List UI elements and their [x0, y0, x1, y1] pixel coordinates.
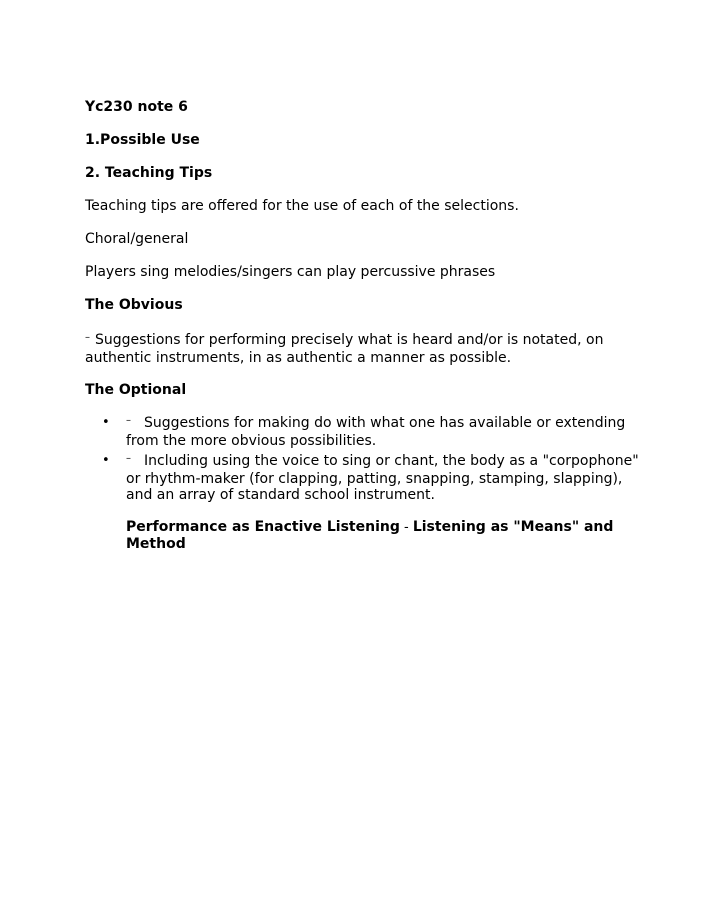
document-page — [85, 99, 640, 566]
document-title: Yc230 note 6 — [85, 99, 188, 115]
dash-marker: – — [126, 415, 131, 426]
intro-paragraph: Teaching tips are offered for the use of each of the selections. — [85, 198, 519, 214]
heading-possible-use: 1.Possible Use — [85, 132, 200, 148]
list-item — [85, 415, 640, 449]
section-subheading — [85, 519, 640, 552]
list-item-text: Suggestions for making do with what one has available or extending from the more obvious possibilities. — [126, 415, 626, 449]
subheading-separator: - — [399, 520, 413, 535]
obvious-paragraph — [85, 332, 640, 366]
subheading-part1: Performance as Enactive Listening — [126, 519, 400, 535]
subheading-part2: Listening as "Means" and Method — [126, 519, 614, 552]
category-paragraph: Choral/general — [85, 231, 189, 247]
players-paragraph: Players sing melodies/singers can play percussive phrases — [85, 264, 496, 280]
obvious-text: Suggestions for performing precisely what is heard and/or is notated, on authentic instruments, in as authentic a manner as possible. — [85, 332, 604, 366]
bullet-marker: • — [102, 453, 110, 468]
dash-marker: – — [126, 453, 131, 464]
bullet-marker: • — [102, 415, 110, 430]
dash-marker: – — [85, 332, 90, 343]
heading-teaching-tips: 2. Teaching Tips — [85, 165, 213, 181]
heading-the-optional: The Optional — [85, 382, 187, 398]
heading-the-obvious: The Obvious — [85, 297, 183, 313]
list-item-text: Including using the voice to sing or chant, the body as a "corpophone" or rhythm-maker (for clapping, patting, snapping, stamping, slapping), and an array of standard school instrument. — [126, 453, 639, 503]
list-item — [85, 453, 640, 503]
optional-list — [85, 415, 640, 503]
